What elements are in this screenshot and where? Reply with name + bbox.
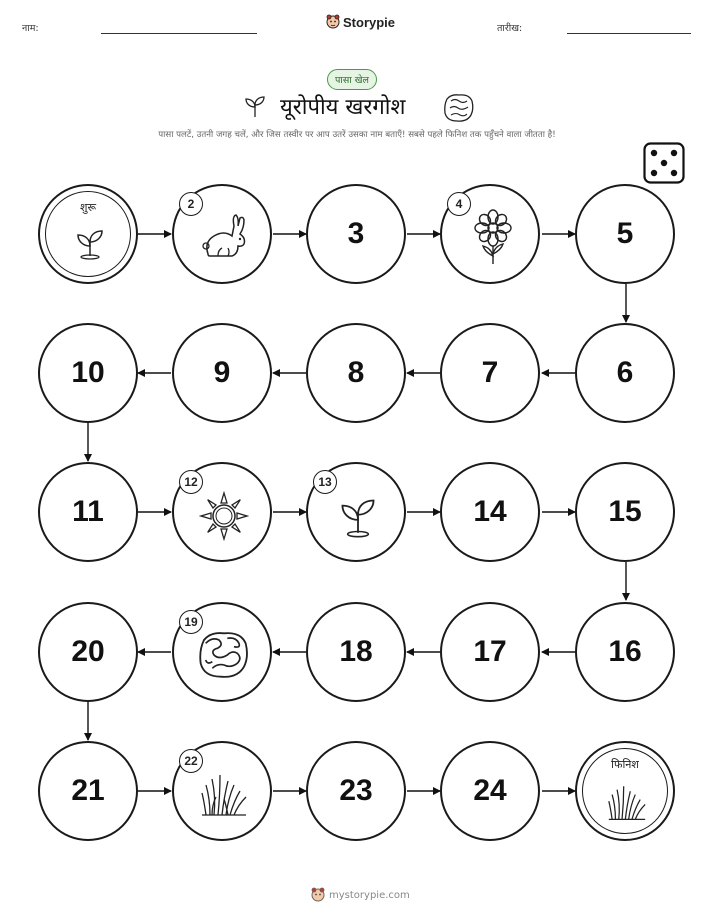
board-cell-10[interactable]	[38, 323, 138, 423]
sun-icon	[199, 491, 249, 541]
board-cell-21[interactable]	[38, 741, 138, 841]
instructions-text: पासा पलटें, उतनी जगह चलें, और जिस तस्वीर पर आप उतरें उसका नाम बताएँ! सबसे पहले फिनिश तक पहुँचने वाला जीतता है!	[158, 130, 556, 140]
cell-number: 16	[608, 635, 642, 668]
date-label: तारीख:	[497, 23, 523, 34]
name-label: नाम:	[22, 23, 39, 34]
board-cell-16[interactable]	[575, 602, 675, 702]
cell-number-badge: 19	[179, 610, 203, 634]
cell-number: 5	[616, 217, 634, 250]
board-cell-23[interactable]	[306, 741, 406, 841]
cell-number-badge: 22	[179, 749, 203, 773]
board-cell-4[interactable]	[440, 184, 540, 284]
cell-number: 17	[473, 635, 507, 668]
page-title: यूरोपीय खरगोश	[280, 95, 406, 120]
sprout-icon	[336, 494, 380, 538]
board-cell-9[interactable]	[172, 323, 272, 423]
cell-number: 7	[481, 356, 499, 389]
footer	[311, 887, 410, 903]
game-type-badge: पासा खेल	[327, 69, 377, 90]
brand-mascot-icon	[311, 887, 325, 903]
board-cell-14[interactable]	[440, 462, 540, 562]
cell-number: 23	[339, 774, 373, 807]
board-cell-11[interactable]	[38, 462, 138, 562]
cell-number: 24	[473, 774, 507, 807]
board-cell-22[interactable]	[172, 741, 272, 841]
sprout-icon	[73, 226, 107, 260]
cell-number-badge: 12	[179, 470, 203, 494]
flower-icon	[471, 208, 515, 266]
brand-name: Storypie	[343, 14, 396, 30]
cell-number-badge: 4	[447, 192, 471, 216]
cell-number: 21	[71, 774, 105, 807]
board-cell-7[interactable]	[440, 323, 540, 423]
start-label: शुरू	[79, 201, 97, 214]
grass-icon	[200, 771, 248, 817]
cell-number: 11	[72, 495, 104, 528]
board-cell-24[interactable]	[440, 741, 540, 841]
cell-number: 18	[339, 635, 373, 668]
board-cell-13[interactable]	[306, 462, 406, 562]
board-cell-18[interactable]	[306, 602, 406, 702]
burrow-icon	[197, 630, 251, 680]
cell-number: 10	[71, 356, 105, 389]
board-cell-5[interactable]	[575, 184, 675, 284]
grass-icon	[607, 783, 647, 821]
board-cell-12[interactable]	[172, 462, 272, 562]
finish-label: फिनिश	[611, 758, 639, 771]
cell-number: 8	[347, 356, 365, 389]
rabbit-icon	[198, 212, 252, 262]
board-cell-15[interactable]	[575, 462, 675, 562]
cell-number: 9	[213, 356, 231, 389]
cell-number-badge: 2	[179, 192, 203, 216]
cell-number: 15	[608, 495, 642, 528]
board-cell-17[interactable]	[440, 602, 540, 702]
cell-number: 14	[473, 495, 507, 528]
board-cell-2[interactable]	[172, 184, 272, 284]
cell-number: 6	[616, 356, 634, 389]
cell-number-badge: 13	[313, 470, 337, 494]
board-cell-19[interactable]	[172, 602, 272, 702]
cell-number: 3	[347, 217, 365, 250]
board-cell-3[interactable]	[306, 184, 406, 284]
cell-number: 20	[71, 635, 105, 668]
footer-site-link[interactable]: mystorypie.com	[329, 889, 410, 901]
board-cell-8[interactable]	[306, 323, 406, 423]
board-cell-20[interactable]	[38, 602, 138, 702]
board-cell-6[interactable]	[575, 323, 675, 423]
board-cell-finish[interactable]	[575, 741, 675, 841]
board-cell-start[interactable]	[38, 184, 138, 284]
